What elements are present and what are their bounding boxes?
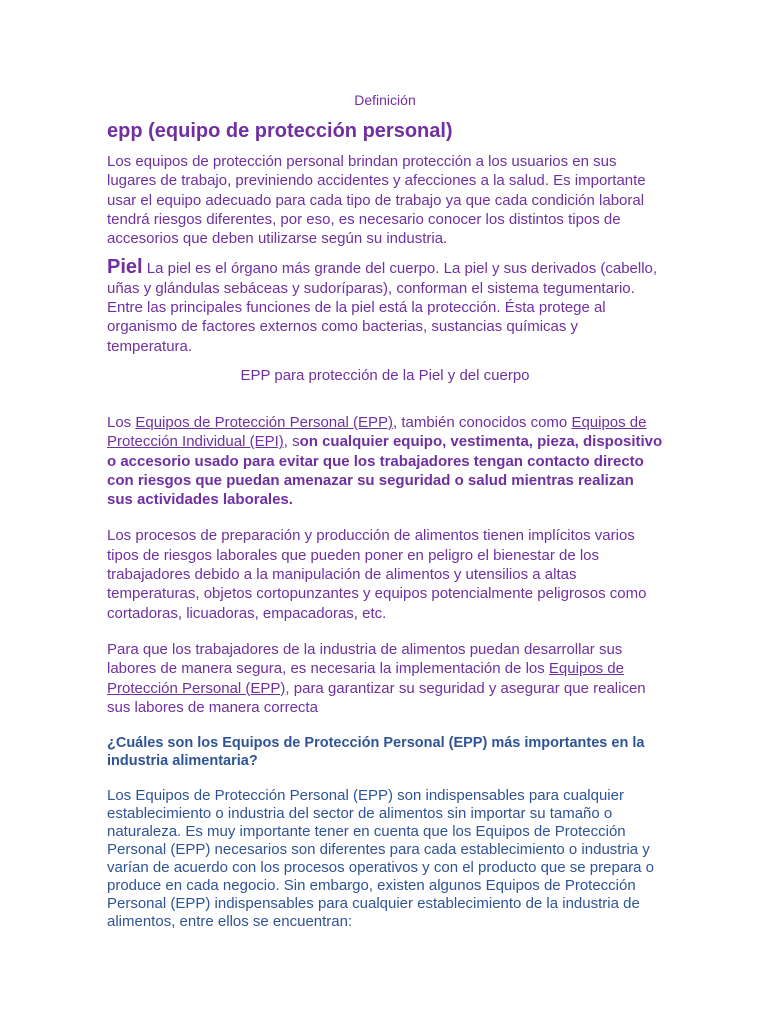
definition-heading: Definición <box>354 92 416 108</box>
epp-link[interactable]: Equipos de Protección Personal (EPP) <box>135 413 393 431</box>
spacer <box>107 770 663 787</box>
text-run: , también conocidos como <box>393 413 572 431</box>
epp-definition-paragraph <box>107 413 663 509</box>
question-heading: ¿Cuáles son los Equipos de Protección Personal (EPP) más importantes en la industria alimentaria? <box>107 735 645 770</box>
piel-text: La piel es el órgano más grande del cuerpo. La piel y sus derivados (cabello, uñas y glándulas sebáceas y sudoríparas), conforman el sistema tegumentario. Entre las principales funciones de la piel está la protección. Ésta protege al organismo de factores externos como bacterias, sustancias químicas y temperatura. <box>107 260 658 355</box>
epp-heading: EPP para protección de la Piel y del cuerpo <box>240 366 530 384</box>
implementation-paragraph <box>107 640 663 717</box>
indispensable-paragraph: Los Equipos de Protección Personal (EPP) son indispensables para cualquier establecimiento o industria del sector de alimentos sin importar su tamaño o naturaleza. Es muy importante tener en cuenta que los Equipos de Protección Personal (EPP) necesarios son diferentes para cada establecimiento o industria y varían de acuerdo con los procesos operativos y con el producto que se prepara o produce en cada negocio. Sin embargo, existen algunos Equipos de Protección Personal (EPP) indispensables para cualquier establecimiento de la industria de alimentos, entre ellos se encuentran: <box>107 787 655 931</box>
page-title: epp (equipo de protección personal) <box>107 120 453 142</box>
text-run: Para que los trabajadores de la industria de alimentos puedan desarrollar sus labores de manera segura, es necesaria la implementación de los <box>107 640 623 678</box>
risks-paragraph: Los procesos de preparación y producción de alimentos tienen implícitos varios tipos de riesgos laborales que pueden poner en peligro el bienestar de los trabajadores debido a la manipulación de alimentos y utensilios a altas temperaturas, objetos cortopunzantes y equipos potencialmente peligrosos como cortadoras, licuadoras, empacadoras, etc. <box>107 527 647 622</box>
spacer <box>107 623 663 640</box>
spacer <box>107 248 663 258</box>
spacer <box>107 717 663 734</box>
epi-link[interactable]: Equipos de Protección Individual (EPI) <box>107 413 647 451</box>
spacer <box>107 509 663 526</box>
piel-paragraph <box>107 258 663 355</box>
document-page <box>107 91 663 931</box>
spacer <box>107 356 663 366</box>
intro-paragraph: Los equipos de protección personal brindan protección a los usuarios en sus lugares de trabajo, previniendo accidentes y afecciones a la salud. Es importante usar el equipo adecuado para cada tipo de trabajo ya que cada condición laboral tendrá riesgos diferentes, por eso, es necesario conocer los distintos tipos de accesorios que deben utilizarse según su industria. <box>107 153 646 248</box>
text-run: Los <box>107 413 136 431</box>
piel-label: Piel <box>107 256 143 279</box>
bold-text: on cualquier equipo, vestimenta, pieza, dispositivo o accesorio usado para evitar que los trabajadores tengan contacto directo con riesgos que puedan amenazar su seguridad o salud mientras realizan sus actividades laborales. <box>107 433 663 509</box>
text-run: , para garantizar su seguridad y asegurar que realicen sus labores de manera correcta <box>107 679 646 716</box>
spacer <box>107 385 663 413</box>
epp-link-2[interactable]: Equipos de Protección Personal (EPP) <box>107 660 624 697</box>
text-run: , s <box>283 433 300 451</box>
